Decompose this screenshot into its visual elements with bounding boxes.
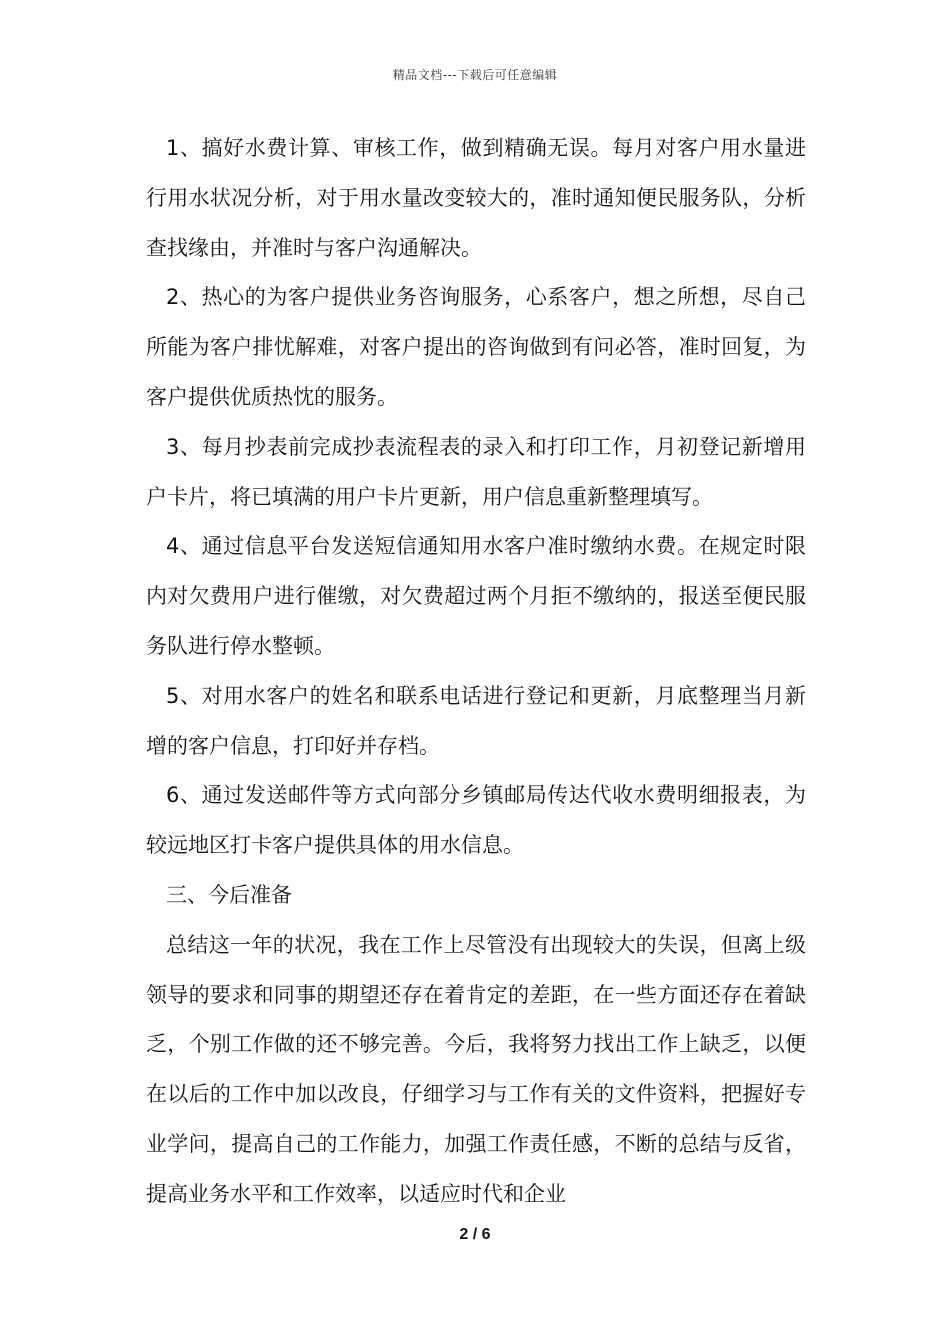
section-heading: 三、今后准备: [166, 882, 292, 907]
paragraph-item-4: 4、通过信息平台发送短信通知用水客户准时缴纳水费。在规定时限内对欠费用户进行催缴，对欠费超过两个月拒不缴纳的，报送至便民服务队进行停水整顿。: [146, 534, 806, 658]
paragraph-item-6: 6、通过发送邮件等方式向部分乡镇邮局传达代收水费明细报表，为较远地区打卡客户提供具体的用水信息。: [146, 783, 806, 858]
paragraph-item-2: 2、热心的为客户提供业务咨询服务，心系客户，想之所想，尽自己所能为客户排忧解难，对客户提出的咨询做到有问必答，准时回复，为客户提供优质热忱的服务。: [146, 285, 806, 409]
page-header: 精品文档---下载后可任意编辑: [392, 68, 558, 82]
paragraph-item-3: 3、每月抄表前完成抄表流程表的录入和打印工作，月初登记新增用户卡片，将已填满的用户卡片更新，用户信息重新整理填写。: [146, 434, 806, 509]
summary-paragraph: 总结这一年的状况，我在工作上尽管没有出现较大的失误，但离上级领导的要求和同事的期望还存在着肯定的差距，在一些方面还存在着缺乏，个别工作做的还不够完善。今后，我将努力找出工作上缺乏，以便在以后的工作中加以改良，仔细学习与工作有关的文件资料，把握好专业学问，提高自己的工作能力，加强工作责任感，不断的总结与反省，提高业务水平和工作效率，以适应时代和企业: [146, 932, 806, 1206]
page-number: 2 / 6: [459, 1226, 491, 1243]
document-body: [146, 124, 806, 1220]
paragraph-item-1: 1、搞好水费计算、审核工作，做到精确无误。每月对客户用水量进行用水状况分析，对于用水量改变较大的，准时通知便民服务队，分析查找缘由，并准时与客户沟通解决。: [146, 136, 806, 260]
paragraph-item-5: 5、对用水客户的姓名和联系电话进行登记和更新，月底整理当月新增的客户信息，打印好并存档。: [146, 683, 806, 758]
